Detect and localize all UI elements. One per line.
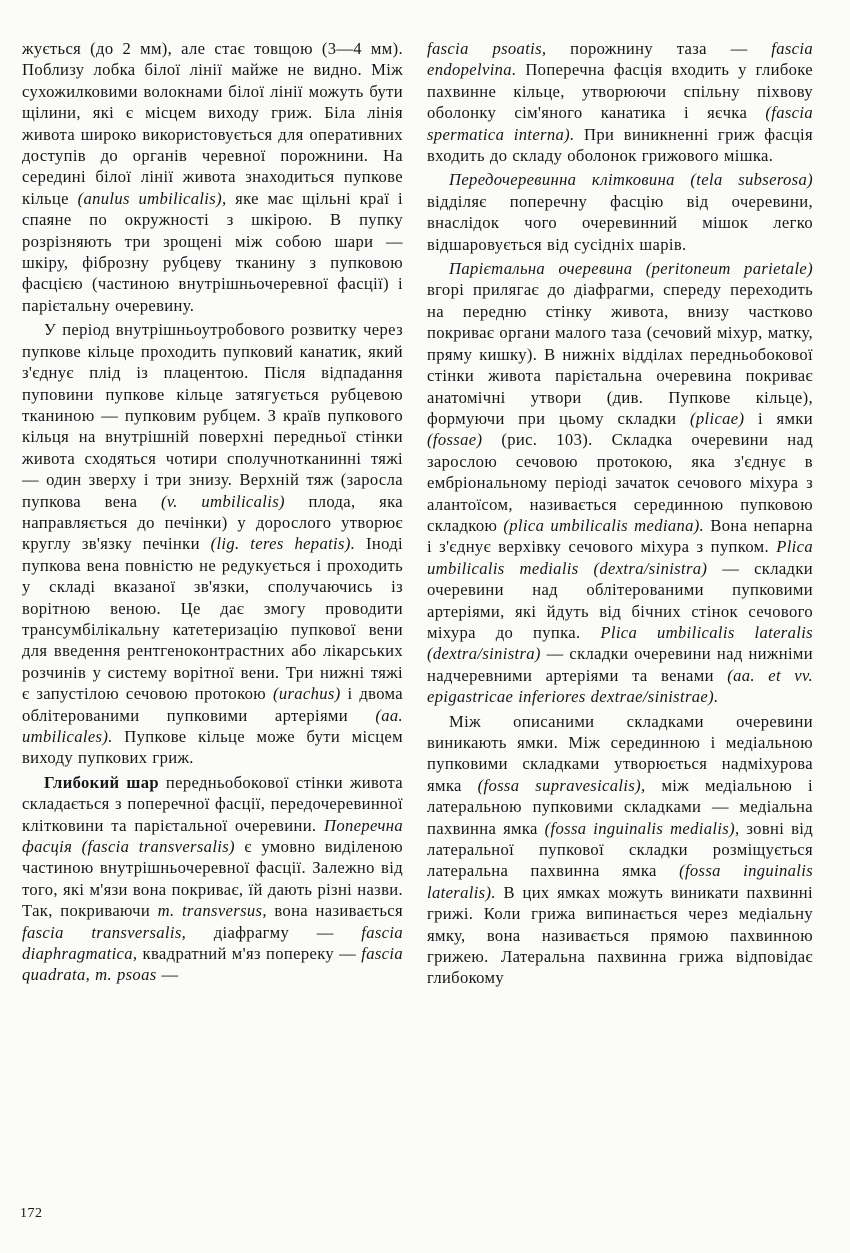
paragraph-white-line-continued (22, 38, 403, 316)
text: квадратний м'яз попереку — (137, 944, 362, 964)
text: Поперечна фасція входить у глибоке пахвинне кільце, утворюючи спільну піхвову оболонку сім'яного канатика і яєчка (427, 60, 813, 123)
latin-term: (fossa inguinalis medialis), (544, 818, 740, 838)
latin-term: (fossa inguinalis lateralis). (427, 861, 813, 902)
latin-term: fascia transversalis, (22, 922, 187, 942)
latin-term: fascia diaphragmatica, (22, 922, 404, 964)
text: жується (до 2 мм), але стає товщою (3—4 мм). Поблизу лобка білої лінії майже не видно. Між сухожилковими волокнами білої лінії можуть бути щілини, які є місцем виходу гриж. Біла лінія живота широко використовується для оперативних доступів до органів черевної порожнини. На середині білої лінії живота знаходиться пупкове кільце (22, 39, 403, 208)
latin-term: (fossae) (427, 430, 483, 450)
right-column (427, 38, 813, 989)
text: Між описаними складками очеревини виникають ямки. Між серединною і медіальною пупковими складками утворюється надміхурова ямка (427, 711, 813, 795)
latin-term: (urachus) (272, 684, 341, 704)
text: відділяє поперечну фасцію від очеревини, внаслідок чого очеревинний мішок легко відшаровується від сусідніх шарів. (427, 191, 813, 254)
text: — (156, 965, 179, 985)
paragraph-parietal-peritoneum (427, 258, 813, 708)
latin-term: (fossa supravesicalis), (477, 775, 646, 795)
latin-term: fascia psoatis, (427, 39, 547, 58)
text: При виникненні гриж фасція входить до складу оболонок грижового мішка. (427, 124, 813, 166)
text: — складки очеревини над нижніми надчеревними артеріями та венами (427, 644, 813, 685)
text: діафрагму — (186, 922, 362, 942)
text: Пупкове кільце може бути місцем виходу пупкових гриж. (22, 727, 403, 768)
latin-term: Поперечна фасція (fascia transversalis) (22, 815, 403, 857)
latin-term: (plicae) (690, 408, 745, 428)
text: Іноді пупкова вена повністю не редукується і проходить у складі вказаної зв'язки, сполучаючись із ворітною веною. Це дає змогу проводити трансумбілікальну катетеризацію пупкової вени для введення рентгеноконтрастних або лікарських розчинів у систему ворітної вени. Три нижні тяжі є запустілою сечовою протокою (22, 534, 403, 704)
bold-term: Глибокий шар (44, 772, 159, 792)
left-column (22, 38, 403, 986)
latin-term: (aa. et vv. epigastricae inferiores dextrae/sinistrae). (427, 665, 813, 707)
text: У період внутрішньоутробового розвитку через пупкове кільце проходить пупковий канатик, який з'єднує плід із плацентою. Після відпадання пуповини пупкове кільце затягується рубцевою тканиною — пупковим рубцем. З країв пупкового кільця на внутрішній поверхні передньої стінки живота сходяться чотири сполучнотканинні тяжі — один зверху і три знизу. Верхній тяж (заросла пупкова вена (22, 320, 403, 511)
paragraph-deep-layer (22, 772, 403, 986)
latin-term: (anulus umbilicalis), (77, 188, 227, 208)
paragraph-fascia-continued (427, 38, 813, 166)
text: порожнину таза — (546, 39, 772, 58)
latin-term: Парієтальна очеревина (peritoneum parietale) (449, 259, 813, 279)
latin-term: (v. umbilicalis) (160, 491, 285, 511)
text: яке має щільні краї і спаяне по окружності з шкірою. В пупку розрізняють три зрощені між собою шари — шкіру, фіброзну рубцеву тканину з пупковою фасцією (частиною внутрішньочеревної фасції) і парієтальну очеревину. (22, 188, 404, 315)
text: між медіальною і латеральною пупковими складками — медіальна пахвинна ямка (427, 775, 814, 838)
text: і двома облітерованими пупковими артеріями (22, 684, 403, 725)
latin-term: fascia endopelvina. (427, 39, 813, 80)
text: і ямки (744, 408, 814, 428)
latin-term: Plica umbilicalis medialis (dextra/sinistra) (427, 537, 813, 578)
latin-term: (aa. umbilicales). (22, 705, 403, 746)
latin-term: Передочеревинна клітковина (tela subserosa) (449, 170, 813, 190)
latin-term: Plica umbilicalis lateralis (dextra/sinistra) (427, 622, 813, 664)
text: є умовно виділеною частиною внутрішньочеревної фасції. Залежно від того, які м'язи вона покриває, їй дають різні назви. Так, покриваючи (22, 837, 403, 921)
paragraph-fossae (427, 711, 813, 989)
latin-term: fascia quadrata, m. psoas (22, 944, 403, 985)
text: зовні від латеральної пупкової складки розміщується латеральна пахвинна ямка (427, 818, 814, 881)
paragraph-umbilical-development (22, 319, 403, 769)
latin-term: (fascia spermatica interna). (427, 103, 813, 144)
text: вгорі прилягає до діафрагми, спереду переходить на передню стінку живота, внизу частково покриває органи малого таза (сечовий міхур, матку, пряму кишку). В нижніх відділах передньобокової стінки живота парієтальна очеревина покриває анатомічні утвори (див. Пупкове кільце), формуючи при цьому складки (427, 280, 813, 428)
text: передньобокової стінки живота складається з поперечної фасції, передочеревинної клітковини та парієтальної очеревини. (22, 772, 404, 835)
text: Вона непарна і з'єднує верхівку сечового міхура з пупком. (427, 515, 813, 557)
latin-term: m. transversus, (157, 901, 267, 921)
paragraph-subserosa (427, 169, 813, 255)
latin-term: (lig. teres hepatis). (210, 534, 356, 554)
page-number: 172 (20, 1206, 43, 1221)
text: В цих ямках можуть виникати пахвинні грижі. Коли грижа випинається через медіальну ямку, вона називається прямою пахвинною грижею. Латеральна пахвинна грижа відповідає глибокому (427, 882, 813, 988)
text: (рис. 103). Складка очеревини над зарослою сечовою протокою, яка з'єднує в ембріональному періоді зачаток сечового міхура з алантоїсом, називається серединною пупковою складкою (427, 430, 813, 535)
latin-term: (plica umbilicalis mediana). (503, 515, 705, 535)
text: вона називається (266, 901, 403, 921)
text: плода, яка направляється до печінки) у дорослого утворює круглу зв'язку печінки (22, 491, 403, 554)
text: — складки очеревини над облітерованими пупковими артеріями, які йдуть від бічних стінок сечового міхура до пупка. (427, 558, 813, 642)
